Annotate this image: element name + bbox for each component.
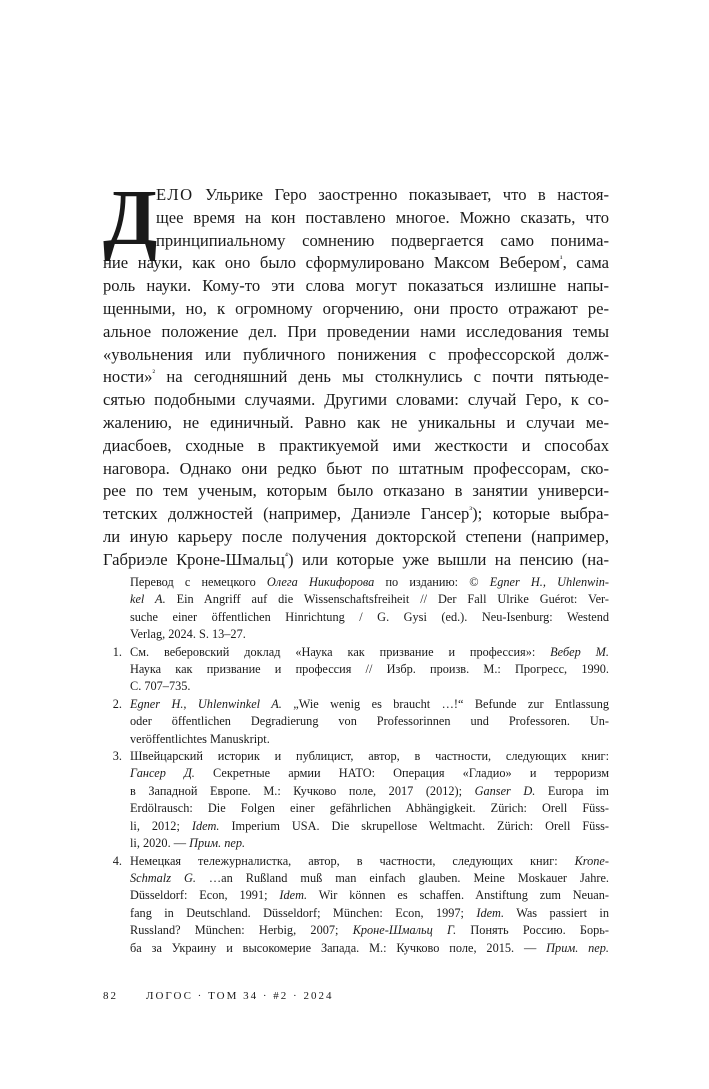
text-line: тетских должностей (например, Даниэле Гансер$^{^3}$); которые выбра- (103, 504, 609, 524)
article-body (103, 175, 609, 572)
text-line: рее по тем ученым, которым было отказано в занятии универси- (103, 481, 609, 501)
text-line: ности»$^{^2}$ на сегодняшний день мы столкнулись с почти пятьюде- (103, 367, 609, 387)
text-line: щенными, но, к огромному огорчению, они просто отражают ре- (103, 298, 609, 318)
footnote-1: 1. См. веберовский доклад «Наука как призвание и профессия»: Вебер М. Наука как призвание и профессия // Избр. произв. М.: Прогресс, 1990. С. 707–735. (130, 644, 609, 696)
journal-running-title: ЛОГОС · ТОМ 34 · #2 · 2024 (146, 990, 334, 1002)
footnote-ref[interactable]: ¹ (559, 253, 563, 264)
text-line: диасбоев, сходные в практикуемой ими жесткости и способах (103, 435, 609, 455)
article-paragraph (103, 175, 609, 572)
text-line: наговора. Однако они редко бьют по штатным профессорам, ско- (103, 458, 609, 478)
footnote-3: 3. Швейцарский историк и публицист, автор, в частности, следующих книг: Гансер Д. Секретные армии НАТО: Операция «Гладио» и терроризм в Западной Европе. М.: Кучково поле, 2017 (2012); Ganser D. Europa im Erdölrausch: Die Folgen einer gefährlichen Abhängigkeit. Zürich: Orell Füss- li, 2012; Idem. Imperium USA. Die skrupellose Weltmacht. Zürich: Orell Füss- li, 2020. — Прим. пер. (130, 748, 609, 852)
footnotes (112, 574, 610, 957)
footnote-2: 2. Egner H., Uhlenwinkel A. „Wie wenig es braucht …!“ Befunde zur Entlassung oder öffentlichen Degradierung von Professorinnen und Professoren. Un- veröffentlichtes Manuskript. (130, 696, 609, 748)
text-line: альное положение дел. При проведении нами исследования темы (103, 321, 609, 341)
text-line: жалению, не единичный. Равно как не уникальны и случаи ме- (103, 412, 609, 432)
translation-source: Перевод с немецкого Олега Никифорова по изданию: © Egner H., Uhlenwin- kel A. Ein Angriff auf die Wissenschaftsfreiheit // Der Fall Ulrike Guérot: Ver- suche einer öffentlichen Hinrichtung / G. Gysi (ed.). Neu-Isenburg: Westend Verlag, 2024. S. 13–27. (130, 575, 609, 642)
footnote-number: 1. (112, 644, 122, 659)
text-line: принципиальному сомнению подвергается само понима- (156, 230, 609, 250)
drop-cap: Д (103, 175, 158, 262)
text-line: ние науки, как оно было сформулировано Максом Вебером$^{^1}$, сама (103, 253, 609, 273)
footnote-ref[interactable]: ⁴ (284, 550, 289, 561)
text-line: «увольнения или публичного понижения с профессорской долж- (103, 344, 609, 364)
footnote-ref[interactable]: ² (152, 367, 156, 378)
text-line: Габриэле Кроне-Шмальц$^{^4}$) или которые уже вышли на пенсию (на- (103, 549, 609, 569)
footnote-number: 4. (112, 853, 122, 868)
footnote-4: 4. Немецкая тележурналистка, автор, в частности, следующих книг: Krone- Schmalz G. …an Rußland muß man einfach glauben. Meine Moskauer Jahre. Düsseldorf: Econ, 1991; Idem. Wir können es schaffen. Anstiftung zum Neuan- fang in Deutschland. Düsseldorf; München: Econ, 1997; Idem. Was passiert in Russland? München: Herbig, 2007; Кроне-Шмальц Г. Понять Россию. Борь- ба за Украину и высокомерие Запада. М.: Кучково поле, 2015. — Прим. пер. (130, 853, 609, 957)
footnote-number: 3. (112, 749, 122, 764)
text-line: роль науки. Кому-то эти слова могут показаться излишне напы- (103, 276, 609, 296)
footnote-number: 2. (112, 696, 122, 711)
text-line: ли иную карьеру после получения докторской степени (например, (103, 526, 609, 546)
text-line: ЕЛО Ульрике Геро заостренно показывает, что в настоя- (156, 185, 609, 204)
footnote-ref[interactable]: ³ (469, 504, 473, 515)
text-line: щее время на кон поставлено многое. Можно сказать, что (156, 207, 609, 227)
text-line: сятью подобными случаями. Другими словами: случай Геро, к со- (103, 390, 609, 410)
page-number: 82 (103, 990, 118, 1002)
